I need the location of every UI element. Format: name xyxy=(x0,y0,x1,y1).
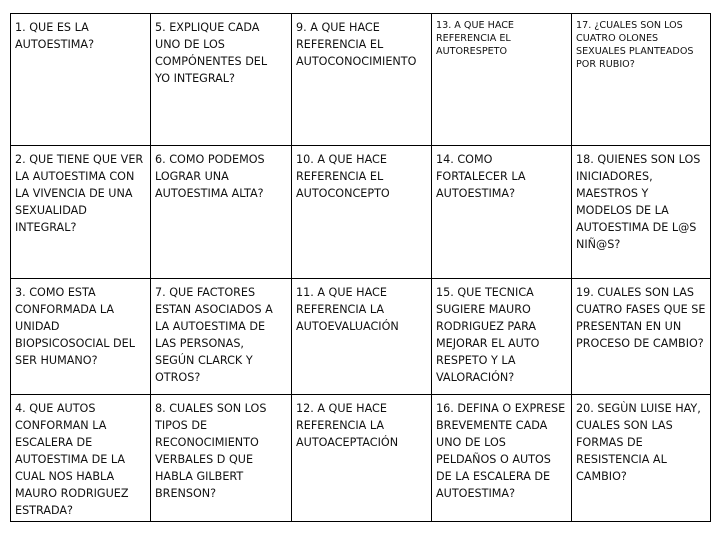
question-7-text: 7. QUE FACTORES ESTAN ASOCIADOS A LA AUTOESTIMA DE LAS PERSONAS, SEGÚN CLARCK Y OTROS? xyxy=(155,286,273,384)
question-cell-16 xyxy=(432,395,572,522)
question-8-text: 8. CUALES SON LOS TIPOS DE RECONOCIMIENTO VERBALES D QUE HABLA GILBERT BRENSON? xyxy=(155,402,267,500)
question-14-text: 14. COMO FORTALECER LA AUTOESTIMA? xyxy=(436,153,526,200)
question-cell-2 xyxy=(11,146,151,279)
question-18-text: 18. QUIENES SON LOS INICIADORES, MAESTROS Y MODELOS DE LA AUTOESTIMA DE L@S NIÑ@S? xyxy=(576,153,701,251)
question-4-text: 4. QUE AUTOS CONFORMAN LA ESCALERA DE AUTOESTIMA DE LA CUAL NOS HABLA MAURO RODRIGUEZ ESTRADA? xyxy=(15,402,129,517)
question-cell-13 xyxy=(432,14,572,146)
question-cell-6 xyxy=(151,146,292,279)
question-cell-5 xyxy=(151,14,292,146)
question-cell-12 xyxy=(292,395,432,522)
question-13-text: 13. A QUE HACE REFERENCIA EL AUTORESPETO xyxy=(436,20,514,57)
question-17-text: 17. ¿CUALES SON LOS CUATRO OLONES SEXUALES PLANTEADOS POR RUBIO? xyxy=(576,20,694,70)
question-cell-14 xyxy=(432,146,572,279)
question-cell-18 xyxy=(572,146,711,279)
question-cell-15 xyxy=(432,279,572,395)
question-cell-9 xyxy=(292,14,432,146)
question-1-text: 1. QUE ES LA AUTOESTIMA? xyxy=(15,21,95,51)
question-2-text: 2. QUE TIENE QUE VER LA AUTOESTIMA CON LA VIVENCIA DE UNA SEXUALIDAD INTEGRAL? xyxy=(15,153,144,234)
question-cell-4 xyxy=(11,395,151,522)
question-3-text: 3. COMO ESTA CONFORMADA LA UNIDAD BIOPSICOSOCIAL DEL SER HUMANO? xyxy=(15,286,135,367)
question-cell-19 xyxy=(572,279,711,395)
question-6-text: 6. COMO PODEMOS LOGRAR UNA AUTOESTIMA ALTA? xyxy=(155,153,265,200)
question-20-text: 20. SEGÙN LUISE HAY, CUALES SON LAS FORMAS DE RESISTENCIA AL CAMBIO? xyxy=(576,402,701,483)
question-16-text: 16. DEFINA O EXPRESE BREVEMENTE CADA UNO DE LOS PELDAÑOS O AUTOS DE LA ESCALERA DE AUTOESTIMA? xyxy=(436,402,566,500)
question-5-text: 5. EXPLIQUE CADA UNO DE LOS COMPÓNENTES DEL YO INTEGRAL? xyxy=(155,21,268,85)
question-cell-8 xyxy=(151,395,292,522)
question-19-text: 19. CUALES SON LAS CUATRO FASES QUE SE PRESENTAN EN UN PROCESO DE CAMBIO? xyxy=(576,286,706,350)
grid-row-3 xyxy=(11,279,711,395)
grid-row-2 xyxy=(11,146,711,279)
grid-row-4 xyxy=(11,395,711,522)
question-11-text: 11. A QUE HACE REFERENCIA LA AUTOEVALUACIÓN xyxy=(296,286,399,333)
question-cell-10 xyxy=(292,146,432,279)
grid-row-1 xyxy=(11,14,711,146)
question-9-text: 9. A QUE HACE REFERENCIA EL AUTOCONOCIMIENTO xyxy=(296,21,417,68)
question-cell-11 xyxy=(292,279,432,395)
question-15-text: 15. QUE TECNICA SUGIERE MAURO RODRIGUEZ PARA MEJORAR EL AUTO RESPETO Y LA VALORACIÓN? xyxy=(436,286,540,384)
question-cell-17 xyxy=(572,14,711,146)
question-grid xyxy=(10,13,711,522)
question-cell-7 xyxy=(151,279,292,395)
question-10-text: 10. A QUE HACE REFERENCIA EL AUTOCONCEPTO xyxy=(296,153,390,200)
question-cell-1 xyxy=(11,14,151,146)
question-12-text: 12. A QUE HACE REFERENCIA LA AUTOACEPTACIÓN xyxy=(296,402,399,449)
question-cell-3 xyxy=(11,279,151,395)
question-cell-20 xyxy=(572,395,711,522)
